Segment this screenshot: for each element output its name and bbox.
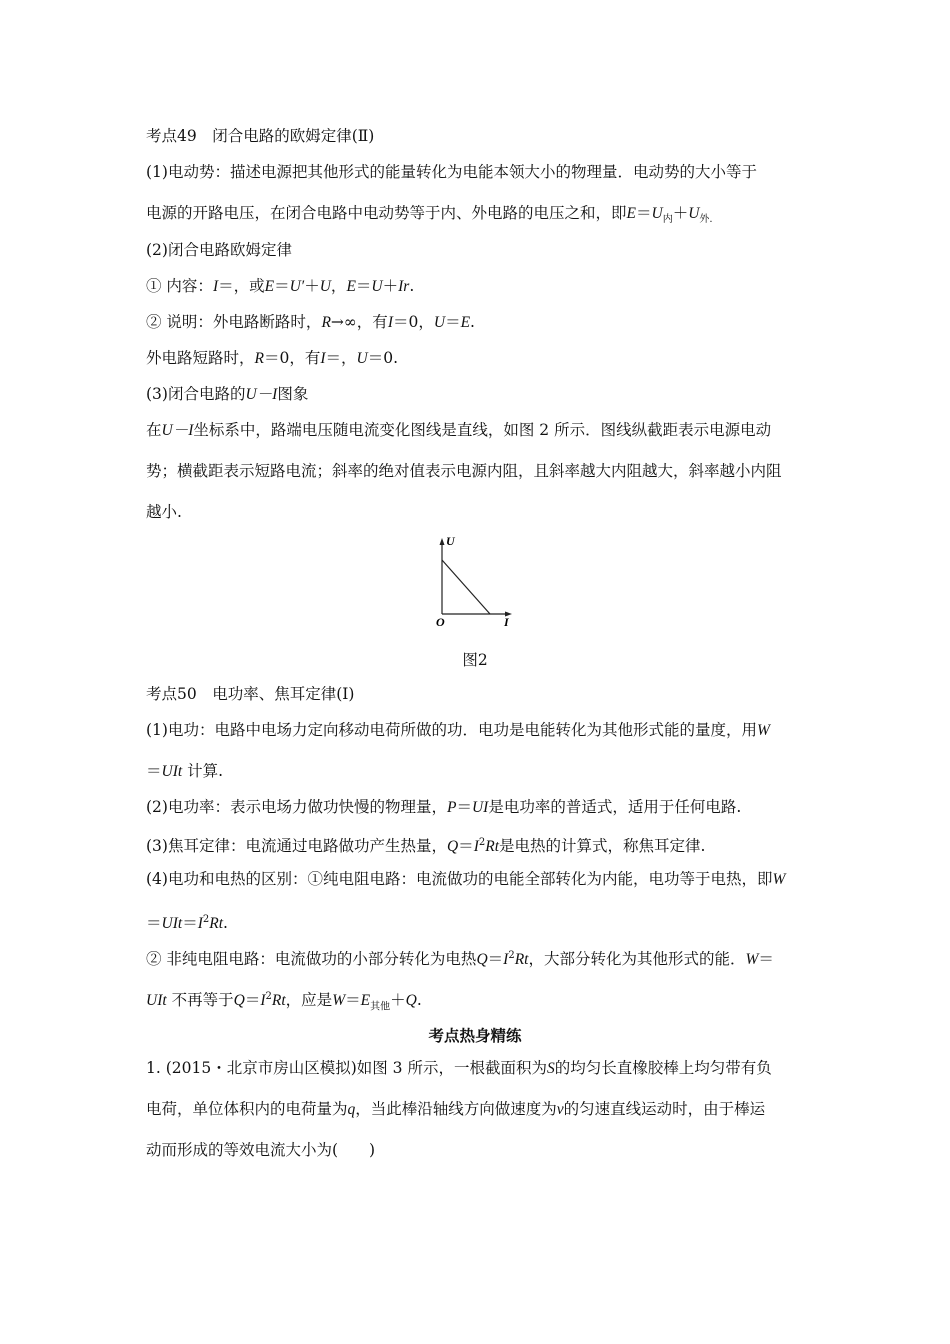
q1-line-2: 电荷，单位体积内的电荷量为q，当此棒沿轴线方向做速度为v的匀速直线运动时，由于棒运 [146, 1100, 766, 1118]
y-axis-arrow [440, 538, 445, 545]
kp50-line-7: ② 非纯电阻电路：电流做功的小部分转化为电热$Q=I^2Rt$，大部分转化为其他形式的能．W＝ [146, 950, 774, 969]
kp50-line-8: UIt 不再等于$Q=I^2Rt$，应是$W=E_{其他}+Q$. [146, 991, 422, 1013]
kp49-line-2: 电源的开路电压，在闭合电路中电动势等于内、外电路的电压之和，即$E=U_内+U_{外.}$ [146, 204, 713, 226]
kp49-line-4: ① 内容：I＝，或E＝U′＋U，E＝U＋Ir. [146, 277, 415, 295]
q1-line-3: 动而形成的等效电流大小为( ) [146, 1141, 376, 1159]
kp49-line-10: 越小. [146, 503, 182, 521]
origin-label: O [436, 615, 445, 628]
kp50-line-4: (3)焦耳定律：电流通过电路做功产生热量，$Q=I^2Rt$是电热的计算式，称焦耳定律. [146, 837, 706, 856]
kp50-line-5: (4)电功和电热的区别：①纯电阻电路：电流做功的电能全部转化为内能，电功等于电热，即W [146, 870, 786, 888]
axis-label-u: U [446, 534, 455, 548]
kp50-line-1: (1)电功：电路中电场力定向移动电荷所做的功．电功是电能转化为其他形式能的量度，用W [146, 721, 770, 739]
practice-heading: 考点热身精练 [428, 1026, 522, 1045]
kp49-line-9: 势；横截距表示短路电流；斜率的绝对值表示电源内阻，且斜率越大内阻越大，斜率越小内阻 [146, 462, 782, 480]
kp49-line-6: 外电路短路时，R＝0，有I＝，U＝0. [146, 349, 399, 367]
kp49-line-7: (3)闭合电路的U－I图象 [146, 385, 309, 403]
kp50-line-6: $=UIt=I^2Rt$. [146, 914, 228, 933]
u-i-graph [430, 532, 520, 628]
figure-caption: 图2 [462, 651, 488, 669]
kp50-title: 考点50 电功率、焦耳定律(Ⅰ) [146, 685, 355, 703]
kp50-line-3: (2)电功率：表示电场力做功快慢的物理量，P＝UI是电功率的普适式，适用于任何电路. [146, 798, 742, 816]
kp49-line-1: (1)电动势：描述电源把其他形式的能量转化为电能本领大小的物理量．电动势的大小等于 [146, 163, 757, 181]
axis-label-i: I [504, 615, 509, 628]
kp50-line-2: ＝UIt 计算. [146, 762, 224, 780]
kp49-line-3: (2)闭合电路欧姆定律 [146, 241, 292, 259]
u-i-line [442, 560, 490, 614]
kp49-line-8: 在U－I坐标系中，路端电压随电流变化图线是直线，如图 2 所示．图线纵截距表示电源电动 [146, 421, 772, 439]
kp49-title: 考点49 闭合电路的欧姆定律(Ⅱ) [146, 127, 375, 145]
q1-line-1: 1. (2015・北京市房山区模拟)如图 3 所示，一根截面积为S的均匀长直橡胶棒上均匀带有负 [146, 1059, 772, 1077]
kp49-line-5: ② 说明：外电路断路时，R→∞，有I＝0，U＝E. [146, 313, 475, 331]
